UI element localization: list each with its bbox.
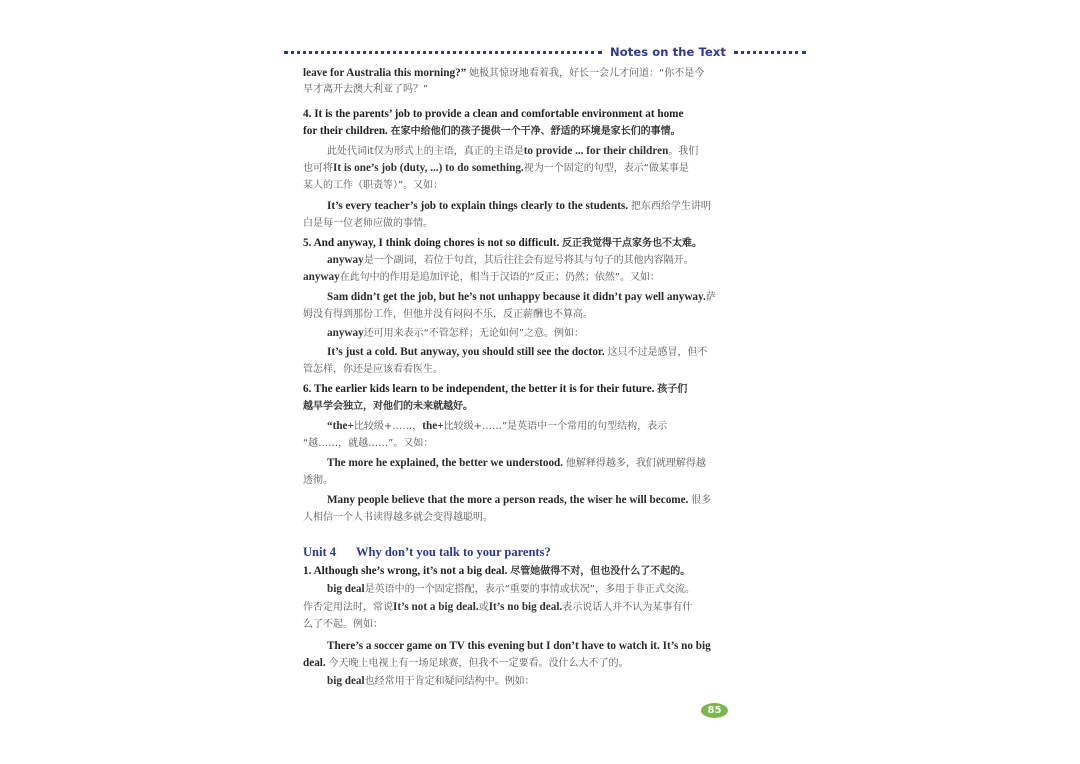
unit-heading [303, 545, 551, 560]
text-line: leave for Australia this morning?” 她极其惊讶地看着我，好长一会儿才问道：“你不是今 [303, 67, 705, 79]
header-dotted-rule-left [284, 51, 602, 54]
running-header [284, 44, 806, 60]
text-line: 么了不起。例如： [303, 619, 383, 630]
example-sentence: It’s every teacher’s job to explain things clearly to the students. 把东西给学生讲明 [327, 200, 711, 212]
text-line: 管怎样，你还是应该看看医生。 [303, 364, 443, 375]
example-sentence: Many people believe that the more a person reads, the wiser he will become. 很多 [327, 494, 712, 506]
text-line: 姆没有得到那份工作，但他并没有闷闷不乐，反正薪酬也不算高。 [303, 309, 593, 320]
text-line: big deal是英语中的一个固定搭配，表示“重要的事情或状况”，多用于非正式交流。 [327, 583, 695, 595]
text-line: anyway还可用来表示“不管怎样；无论如何”之意。例如： [327, 327, 585, 339]
example-sentence: The more he explained, the better we understood. 他解释得越多，我们就理解得越 [327, 457, 706, 469]
example-sentence-cont: deal. 今天晚上电视上有一场足球赛，但我不一定要看。没什么大不了的。 [303, 657, 629, 669]
text-line: 白是每一位老师应做的事情。 [303, 218, 433, 229]
text-line: 人相信一个人书读得越多就会变得越聪明。 [303, 512, 493, 523]
text-line: “the+比较级+……，the+比较级+……”是英语中一个常用的句型结构，表示 [327, 420, 668, 432]
text-line: 也可将It is one’s job (duty, ...) to do something.视为一个固定的句型，表示“做某事是 [303, 162, 689, 174]
note-heading-1: 1. Although she’s wrong, it’s not a big deal. 尽管她做得不对，但也没什么了不起的。 [303, 565, 691, 577]
example-sentence: There’s a soccer game on TV this evening but I don’t have to watch it. It’s no big [327, 640, 711, 652]
note-heading-5: 5. And anyway, I think doing chores is not so difficult. 反正我觉得干点家务也不太难。 [303, 237, 703, 249]
text-line: 早才离开去澳大利亚了吗？” [303, 84, 429, 95]
header-title: Notes on the Text [610, 45, 726, 59]
note-heading-4: 4. It is the parents’ job to provide a clean and comfortable environment at home [303, 108, 684, 120]
text-line: 透彻。 [303, 475, 333, 486]
note-heading-6: 6. The earlier kids learn to be independent, the better it is for their future. 孩子们 [303, 383, 688, 395]
text-line: 作否定用法时，常说It’s not a big deal.或It’s no big deal.表示说话人并不认为某事有什 [303, 601, 693, 613]
text-line: “越……，就越……”。又如： [303, 438, 434, 449]
note-heading-4-cont: for their children. 在家中给他们的孩子提供一个干净、舒适的环境是家长们的事情。 [303, 125, 681, 137]
text-line: 此处代词it仅为形式上的主语，真正的主语是to provide ... for their children。我们 [327, 145, 699, 157]
page-number-badge: 85 [701, 703, 728, 718]
text-line: big deal也经常用于肯定和疑问结构中。例如： [327, 675, 535, 687]
header-dotted-rule-right [734, 51, 806, 54]
example-sentence: Sam didn’t get the job, but he’s not unhappy because it didn’t pay well anyway.萨 [327, 291, 716, 303]
unit-number: Unit 4 [303, 545, 336, 559]
text-line: 某人的工作（职责等）”。又如： [303, 180, 444, 191]
example-sentence: It’s just a cold. But anyway, you should still see the doctor. 这只不过是感冒，但不 [327, 346, 708, 358]
unit-title: Why don’t you talk to your parents? [356, 545, 551, 559]
text-line: anyway是一个副词，若位于句首，其后往往会有逗号将其与句子的其他内容隔开。 [327, 254, 694, 266]
text-line: anyway在此句中的作用是追加评论，相当于汉语的“反正；仍然；依然”。又如： [303, 271, 661, 283]
note-heading-6-cont: 越早学会独立，对他们的未来就越好。 [303, 401, 473, 412]
